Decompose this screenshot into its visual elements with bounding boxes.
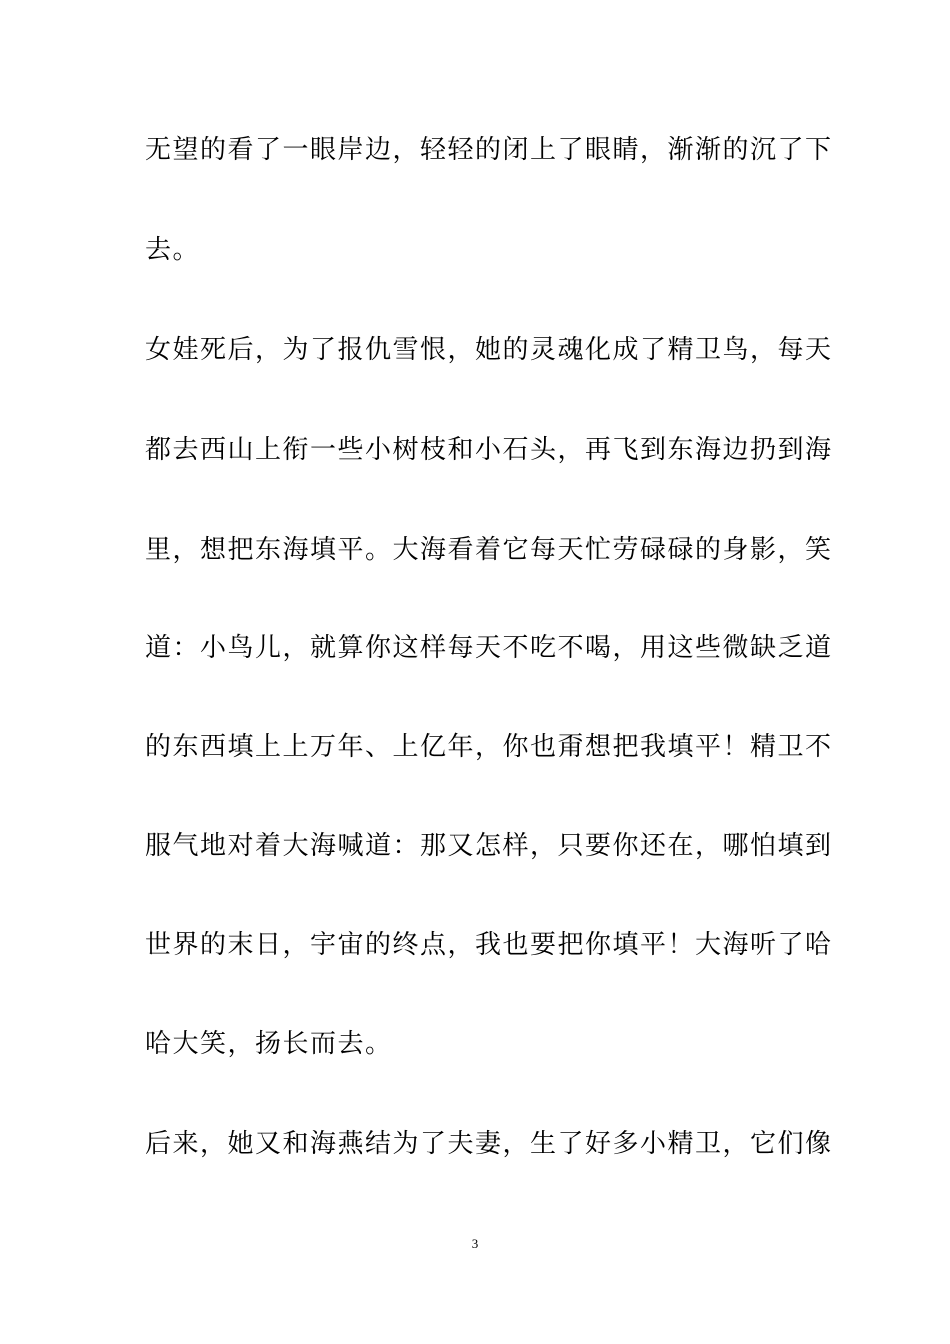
text-line: 里，想把东海填平。大海看着它每天忙劳碌碌的身影，笑: [145, 535, 833, 565]
text-line: 世界的末日，宇宙的终点，我也要把你填平！大海听了哈: [145, 930, 833, 960]
paragraph-start-line: 女娃死后，为了报仇雪恨，她的灵魂化成了精卫鸟，每天: [145, 335, 833, 365]
text-line: 去。: [145, 235, 201, 265]
text-line: 无望的看了一眼岸边，轻轻的闭上了眼睛，渐渐的沉了下: [145, 135, 833, 165]
text-line: 道：小鸟儿，就算你这样每天不吃不喝，用这些微缺乏道: [145, 633, 833, 663]
text-line: 都去西山上衔一些小树枝和小石头，再飞到东海边扔到海: [145, 435, 833, 465]
text-line: 哈大笑，扬长而去。: [145, 1029, 393, 1059]
paragraph-start-line: 后来，她又和海燕结为了夫妻，生了好多小精卫，它们像: [145, 1129, 833, 1159]
text-line: 服气地对着大海喊道：那又怎样，只要你还在，哪怕填到: [145, 831, 833, 861]
text-line: 的东西填上上万年、上亿年，你也甭想把我填平！精卫不: [145, 732, 833, 762]
page-number: 3: [471, 1236, 479, 1251]
